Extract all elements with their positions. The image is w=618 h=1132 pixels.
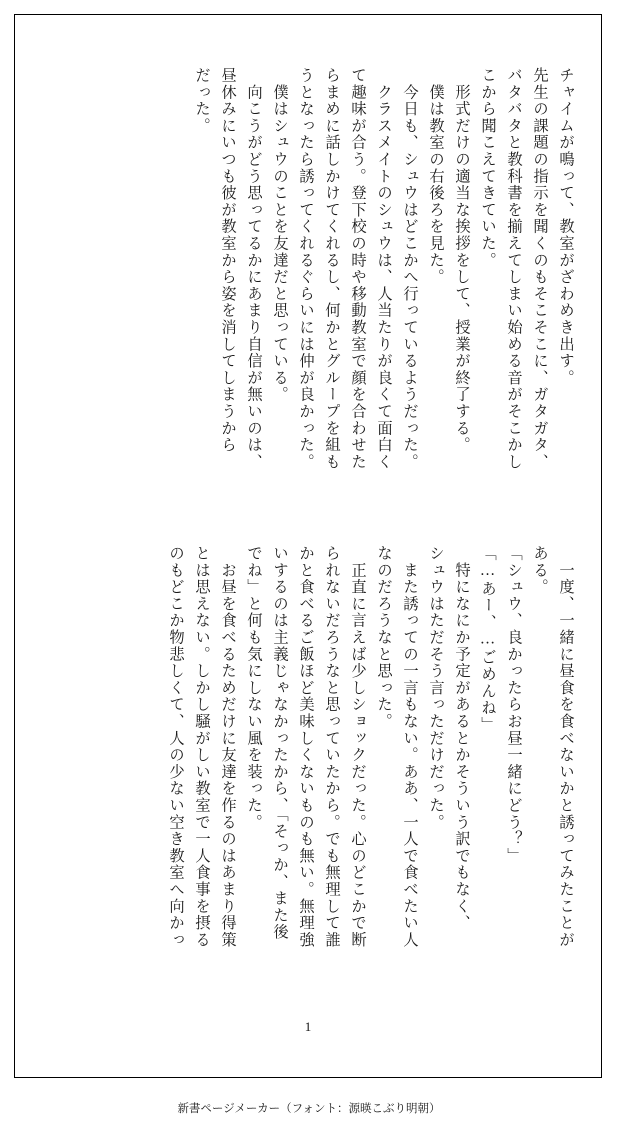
text-line: ある。	[531, 545, 548, 596]
text-line: らまめに話しかけてくれるし、何かとグループを組も	[323, 67, 340, 471]
text-line: 僕は教室の右後ろを見た。	[427, 67, 444, 286]
text-line: 「シュウ、良かったらお昼一緒にどう？」	[505, 545, 522, 865]
text-line: のもどこか物悲しくて、人の少ない空き教室へ向かっ	[167, 545, 184, 949]
text-line: て趣味が合う。登下校の時や移動教室で顔を合わせた	[349, 67, 366, 471]
text-line: 今日も、シュウはどこかへ行っているようだった。	[401, 67, 418, 471]
text-line: 「…あー、…ごめんね」	[479, 545, 496, 734]
text-line: こから聞こえてきていた。	[479, 67, 496, 269]
text-line: 先生の課題の指示を聞くのもそこそこに、ガタガタ、	[531, 67, 548, 471]
text-line: でね」と何も気にしない風を装った。	[245, 545, 262, 831]
text-line: 向こうがどう思ってるかにあまり自信が無いのは、	[245, 67, 262, 471]
text-line: バタバタと教科書を揃えてしまい始める音がそこかし	[505, 67, 522, 471]
upper-text-block	[45, 67, 573, 507]
text-line: いするのは主義じゃなかったから、「そっか、また後	[271, 545, 288, 941]
text-line: 一度、一緒に昼食を食べないかと誘ってみたことが	[557, 545, 574, 949]
text-line: 特になにか予定があるとかそういう訳でもなく、	[453, 545, 470, 932]
text-line: なのだろうなと思った。	[375, 545, 392, 730]
text-line: お昼を食べるためだけに友達を作るのはあまり得策	[219, 545, 236, 949]
text-line: 昼休みにいつも彼が教室から姿を消してしまうから	[219, 67, 236, 454]
page-number: 1	[304, 1019, 312, 1034]
page-frame	[14, 14, 602, 1078]
text-line: られないだろうなと思っていたから。でも無理して誰	[323, 545, 340, 949]
text-line: シュウはただそう言っただけだった。	[427, 545, 444, 831]
text-line: うとなったら誘ってくれるぐらいには仲が良かった。	[297, 67, 314, 471]
text-line: チャイムが鳴って、教室がざわめき出す。	[557, 67, 574, 387]
text-line: クラスメイトのシュウは、人当たりが良くて面白く	[375, 67, 392, 471]
footer-credit: 新書ページメーカー（フォント：源暎こぶり明朝）	[177, 1103, 441, 1115]
text-line: だった。	[193, 67, 210, 135]
text-line: かと食べるご飯ほど美味しくないものも無い。無理強	[297, 545, 314, 949]
lower-text-block	[45, 545, 573, 985]
text-line: 形式だけの適当な挨拶をして、授業が終了する。	[453, 67, 470, 454]
text-line: 正直に言えば少しショックだった。心のどこかで断	[349, 545, 366, 949]
text-line: 僕はシュウのことを友達だと思っている。	[271, 67, 288, 403]
text-line: とは思えない。しかし騒がしい教室で一人食事を摂る	[193, 545, 210, 949]
text-line: また誘っての一言もない。ああ、一人で食べたい人	[401, 545, 418, 949]
